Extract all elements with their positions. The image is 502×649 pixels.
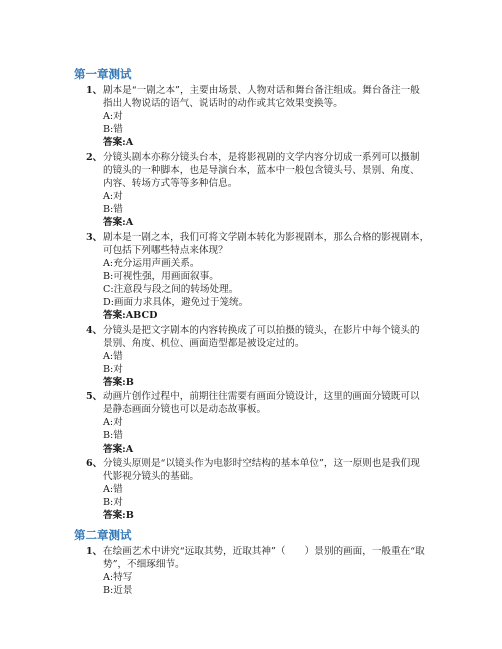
chapter-2-heading: 第二章测试 [74,528,132,542]
question-2-answer: 答案:A [103,217,134,228]
question-2-text-line: 分镜头剧本亦称分镜头台本，是将影视剧的文学内容分切成一系列可以摄制 [103,152,420,163]
question-2-text-line: 内容、转场方式等等多种信息。 [103,178,238,189]
question-1-text-line: 势”，不细琢细节。 [103,559,185,570]
question-3-text-line: 可包括下列哪些特点来体现？ [103,245,228,256]
question-2-number: 2、 [86,152,103,163]
question-1-option-a: A:对 [103,111,123,122]
question-3-number: 3、 [86,232,103,243]
question-2-option-a: A:对 [103,191,123,202]
question-5-option-b: B:错 [103,430,123,441]
question-6-text-line: 分镜头原则是“以镜头作为电影时空结构的基本单位”，这一原则也是我们现 [103,458,420,469]
question-3-option-d: D:画面力求具体，避免过于笼统。 [103,297,249,308]
question-6-text-line: 代影视分镜头的基础。 [103,471,199,482]
question-6-option-a: A:错 [103,484,123,495]
question-5-text-line: 是静态画面分镜也可以是动态故事板。 [103,404,267,415]
question-1-option-b: B:错 [103,124,123,135]
question-5-text-line: 动画片创作过程中，前期往往需要有画面分镜设计，这里的画面分镜既可以 [103,391,420,402]
question-5-option-a: A:对 [103,417,123,428]
question-3-answer: 答案:ABCD [103,310,158,321]
chapter-1-heading: 第一章测试 [74,67,132,81]
question-3-option-b: B:可视性强，用画面叙事。 [103,271,219,282]
question-3-option-a: A:充分运用声画关系。 [103,258,200,269]
question-4-text-line: 景别、角度、机位、画面造型都是被设定过的。 [103,338,305,349]
question-4-answer: 答案:B [103,377,134,388]
question-3-option-c: C:注意段与段之间的转场处理。 [103,284,239,295]
question-1-answer: 答案:A [103,137,134,148]
question-6-number: 6、 [86,458,103,469]
question-5-number: 5、 [86,391,103,402]
question-6-option-b: B:对 [103,497,123,508]
question-1-option-b: B:近景 [103,585,133,596]
question-4-option-b: B:对 [103,364,123,375]
question-6-answer: 答案:B [103,510,134,521]
question-1-text-line: 指出人物说话的语气、说话时的动作或其它效果变换等。 [103,98,343,109]
question-1-text-line: 在绘画艺术中讲究“远取其势，近取其神”（ ）景别的画面，一般重在“取 [103,546,425,557]
question-1-number: 1、 [86,546,103,557]
question-2-text-line: 的镜头的一种脚本，也是导演台本，蓝本中一般包含镜头号、景别、角度、 [103,165,420,176]
question-4-option-a: A:错 [103,351,123,362]
question-5-answer: 答案:A [103,444,134,455]
question-1-text-line: 剧本是“一剧之本”，主要由场景、人物对话和舞台备注组成。舞台备注一般 [103,85,420,96]
question-1-number: 1、 [86,85,103,96]
question-4-text-line: 分镜头是把文字剧本的内容转换成了可以拍摄的镜头，在影片中每个镜头的 [103,325,420,336]
question-1-option-a: A:特写 [103,572,133,583]
question-4-number: 4、 [86,325,103,336]
question-2-option-b: B:错 [103,204,123,215]
question-3-text-line: 剧本是一剧之本，我们可将文学剧本转化为影视剧本，那么合格的影视剧本， [103,232,430,243]
